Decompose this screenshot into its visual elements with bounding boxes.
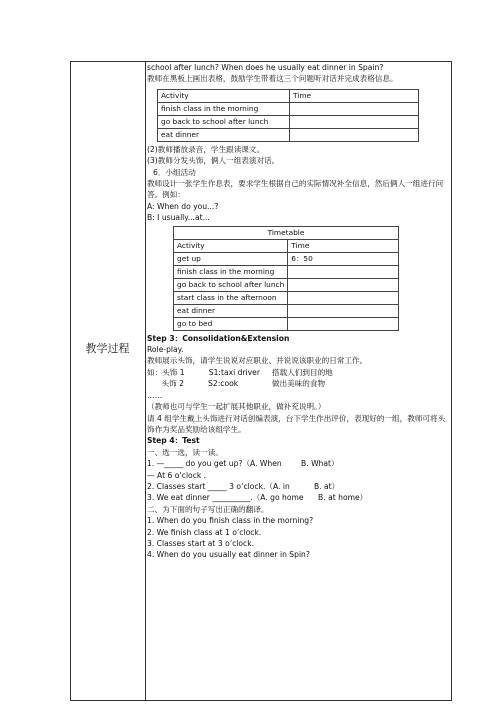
- text-line: 教师展示头饰，请学生说说对应职业、并说说该职业的日常工作。: [147, 356, 368, 366]
- column-divider: [145, 61, 146, 701]
- table-row: [158, 128, 419, 141]
- table-cell: get up: [174, 252, 288, 265]
- text-line: 如：头饰 1 S1:taxi driver 搭载人们到目的地: [147, 367, 333, 377]
- text-line: — At 6 o’clock .: [147, 470, 207, 480]
- table-cell: [290, 102, 419, 115]
- step3-heading: Step 3：Consolidation&Extension: [147, 333, 290, 343]
- table-row: [174, 291, 399, 304]
- table-row: [174, 252, 399, 265]
- table-row: [174, 317, 399, 330]
- table-cell: [288, 304, 399, 317]
- text-line: Role-play.: [147, 345, 184, 355]
- text-line: 1. When do you finish class in the morning?: [147, 516, 314, 526]
- text-line: 3. Classes start at 3 o’clock.: [147, 538, 255, 548]
- listening-table: [157, 89, 419, 142]
- text-line: 头饰 2 S2:cook 做出美味的食物: [147, 379, 326, 389]
- table-row: [174, 265, 399, 278]
- table-row: [174, 304, 399, 317]
- table-cell: 6：50: [288, 252, 399, 265]
- table-row: [174, 278, 399, 291]
- table-cell: [288, 291, 399, 304]
- text-line: 6．小组活动: [153, 167, 196, 177]
- table-cell: [288, 317, 399, 330]
- table-cell: [290, 128, 419, 141]
- text-line: 4. When do you usually eat dinner in Spin?: [147, 550, 310, 560]
- table-cell: [288, 265, 399, 278]
- text-line: school after lunch? When does he usually eat dinner in Spain?: [147, 63, 384, 72]
- lesson-content: [147, 62, 447, 561]
- table-row: [158, 115, 419, 128]
- text-line: 教师在黑板上画出表格，鼓励学生带着这三个问题听对话并完成表格信息。: [147, 74, 398, 84]
- table-header-time: Time: [290, 89, 419, 102]
- step4-heading: Step 4：Test: [147, 436, 200, 446]
- table-header-activity: Activity: [174, 239, 288, 252]
- table-header-activity: Activity: [158, 89, 290, 102]
- text-line: A: When do you...?: [147, 201, 219, 211]
- table-cell: go back to school after lunch: [174, 278, 288, 291]
- table-cell: start class in the afternoon: [174, 291, 288, 304]
- timetable: [173, 226, 399, 331]
- text-line: 教师设计一张学生作息表，要求学生根据自己的实际情况补全信息，然后俩人一组进行问答。例如：: [147, 179, 444, 200]
- table-row: [158, 102, 419, 115]
- table-cell: eat dinner: [158, 128, 290, 141]
- table-cell: go back to school after lunch: [158, 115, 290, 128]
- text-line: (3)教师分发头饰，俩人一组表演对话。: [147, 156, 280, 166]
- table-cell: eat dinner: [174, 304, 288, 317]
- text-line: 1. —_____ do you get up?（A. When B. What）: [147, 459, 339, 469]
- table-header-time: Time: [288, 239, 399, 252]
- section-label: 教学过程: [85, 342, 130, 355]
- text-line: 二、为下面的句子写出正确的翻译。: [147, 504, 269, 514]
- text-line: 请 4 组学生戴上头饰进行对话创编表演，台下学生作出评价，表现好的一组，教师可将头饰作为奖品奖励给该组学生。: [147, 413, 446, 434]
- text-line: 一、选一选，读一读。: [147, 447, 223, 457]
- text-line: B: I usually...at...: [147, 213, 210, 223]
- text-line: (2)教师播放录音，学生跟读课文。: [147, 144, 265, 154]
- text-line: ……: [147, 390, 163, 400]
- timetable-title: Timetable: [174, 226, 399, 239]
- text-line: 3. We eat dinner __________.（A. go home B. at home）: [147, 493, 368, 503]
- table-cell: finish class in the morning: [158, 102, 290, 115]
- text-line: （教师也可与学生一起扩展其他职业，做补充说明。）: [147, 402, 326, 412]
- table-cell: [288, 278, 399, 291]
- table-cell: [290, 115, 419, 128]
- text-line: 2. We finish class at 1 o’clock.: [147, 527, 262, 537]
- table-cell: go to bed: [174, 317, 288, 330]
- table-cell: finish class in the morning: [174, 265, 288, 278]
- text-line: 2. Classes start _____ 3 o’clock.（A. in B. at）: [147, 481, 340, 491]
